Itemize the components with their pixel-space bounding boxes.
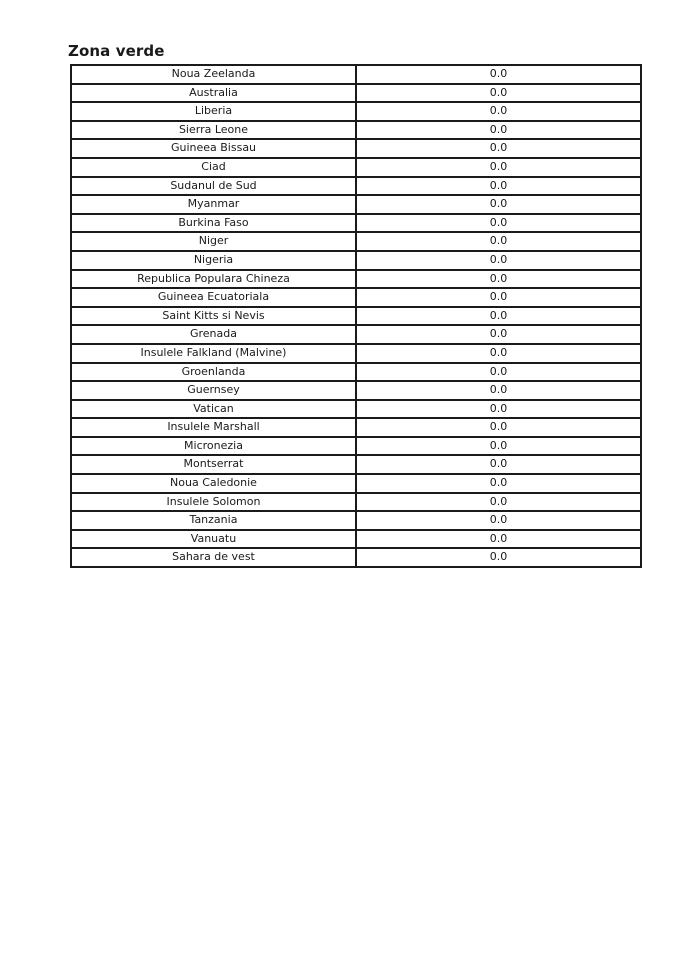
- table-row: [71, 65, 641, 84]
- table-row: [71, 455, 641, 474]
- table-row: [71, 84, 641, 103]
- table-row: [71, 344, 641, 363]
- country-cell: Australia: [71, 84, 356, 103]
- table-row: [71, 288, 641, 307]
- table-row: [71, 437, 641, 456]
- value-cell: 0.0: [356, 307, 641, 326]
- value-cell: 0.0: [356, 65, 641, 84]
- table-row: [71, 251, 641, 270]
- country-cell: Saint Kitts si Nevis: [71, 307, 356, 326]
- value-cell: 0.0: [356, 195, 641, 214]
- country-cell: Burkina Faso: [71, 214, 356, 233]
- value-cell: 0.0: [356, 84, 641, 103]
- table-row: [71, 530, 641, 549]
- table-row: [71, 232, 641, 251]
- country-cell: Guernsey: [71, 381, 356, 400]
- table-row: [71, 177, 641, 196]
- value-cell: 0.0: [356, 455, 641, 474]
- value-cell: 0.0: [356, 177, 641, 196]
- country-cell: Groenlanda: [71, 363, 356, 382]
- country-cell: Montserrat: [71, 455, 356, 474]
- country-cell: Ciad: [71, 158, 356, 177]
- country-cell: Grenada: [71, 325, 356, 344]
- table-row: [71, 511, 641, 530]
- country-cell: Liberia: [71, 102, 356, 121]
- value-cell: 0.0: [356, 400, 641, 419]
- country-cell: Insulele Falkland (Malvine): [71, 344, 356, 363]
- table-row: [71, 102, 641, 121]
- table-row: [71, 400, 641, 419]
- table-row: [71, 548, 641, 567]
- table-row: [71, 474, 641, 493]
- value-cell: 0.0: [356, 418, 641, 437]
- country-cell: Insulele Solomon: [71, 493, 356, 512]
- country-cell: Insulele Marshall: [71, 418, 356, 437]
- value-cell: 0.0: [356, 288, 641, 307]
- value-cell: 0.0: [356, 381, 641, 400]
- country-cell: Niger: [71, 232, 356, 251]
- zona-verde-table: [70, 64, 642, 568]
- table-row: [71, 493, 641, 512]
- table-row: [71, 158, 641, 177]
- page-title: Zona verde: [68, 42, 165, 60]
- value-cell: 0.0: [356, 158, 641, 177]
- value-cell: 0.0: [356, 214, 641, 233]
- value-cell: 0.0: [356, 121, 641, 140]
- table-row: [71, 195, 641, 214]
- value-cell: 0.0: [356, 232, 641, 251]
- value-cell: 0.0: [356, 363, 641, 382]
- country-cell: Guineea Ecuatoriala: [71, 288, 356, 307]
- country-cell: Noua Zeelanda: [71, 65, 356, 84]
- value-cell: 0.0: [356, 530, 641, 549]
- value-cell: 0.0: [356, 437, 641, 456]
- value-cell: 0.0: [356, 344, 641, 363]
- country-cell: Sierra Leone: [71, 121, 356, 140]
- value-cell: 0.0: [356, 474, 641, 493]
- value-cell: 0.0: [356, 102, 641, 121]
- value-cell: 0.0: [356, 548, 641, 567]
- country-cell: Noua Caledonie: [71, 474, 356, 493]
- country-cell: Republica Populara Chineza: [71, 270, 356, 289]
- value-cell: 0.0: [356, 325, 641, 344]
- table-row: [71, 363, 641, 382]
- value-cell: 0.0: [356, 139, 641, 158]
- table-row: [71, 121, 641, 140]
- value-cell: 0.0: [356, 493, 641, 512]
- country-cell: Vatican: [71, 400, 356, 419]
- country-cell: Tanzania: [71, 511, 356, 530]
- country-cell: Vanuatu: [71, 530, 356, 549]
- country-cell: Guineea Bissau: [71, 139, 356, 158]
- country-cell: Nigeria: [71, 251, 356, 270]
- value-cell: 0.0: [356, 511, 641, 530]
- country-cell: Micronezia: [71, 437, 356, 456]
- table-row: [71, 325, 641, 344]
- value-cell: 0.0: [356, 251, 641, 270]
- table-row: [71, 139, 641, 158]
- table-row: [71, 214, 641, 233]
- table-row: [71, 307, 641, 326]
- table-row: [71, 270, 641, 289]
- country-cell: Sahara de vest: [71, 548, 356, 567]
- country-cell: Myanmar: [71, 195, 356, 214]
- table-row: [71, 418, 641, 437]
- country-cell: Sudanul de Sud: [71, 177, 356, 196]
- table-row: [71, 381, 641, 400]
- value-cell: 0.0: [356, 270, 641, 289]
- zona-verde-table-body: [71, 65, 641, 567]
